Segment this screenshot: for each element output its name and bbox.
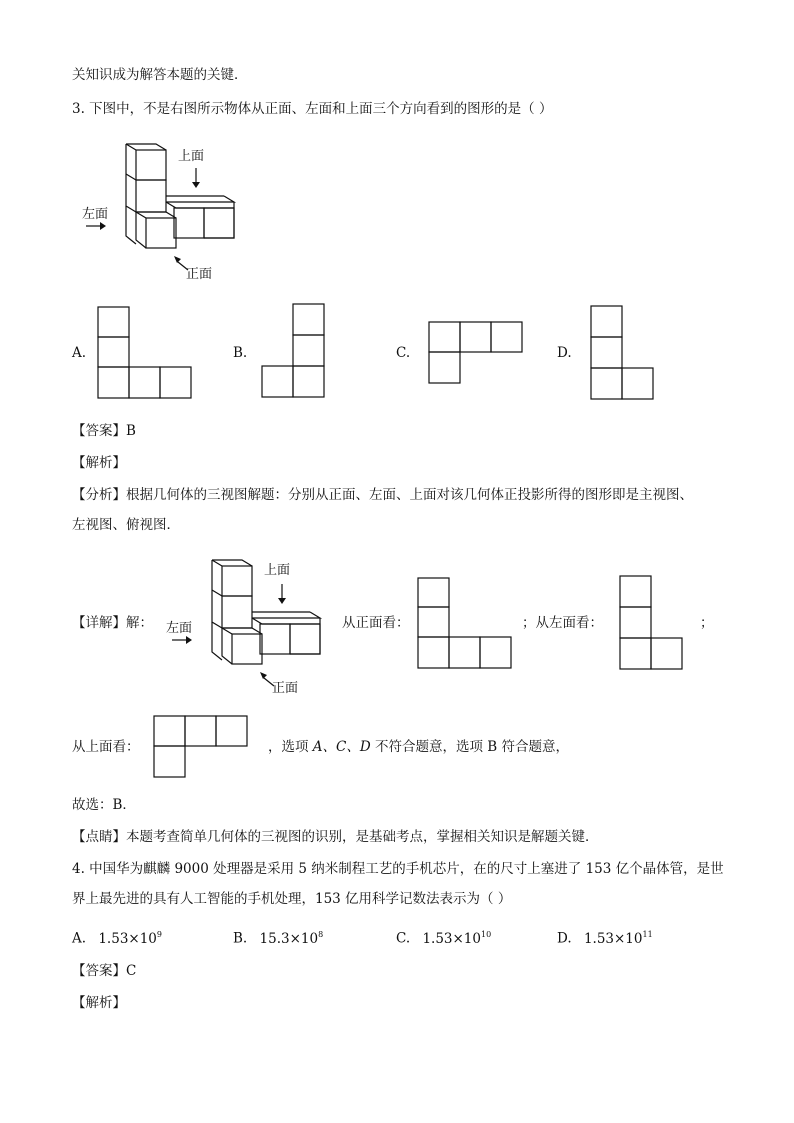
left-label: 左面: [166, 621, 193, 636]
top-view: [154, 716, 250, 780]
option-a-view: [98, 306, 194, 400]
q4-option-d-exp: 11: [642, 930, 653, 939]
answer-4: 【答案】C: [72, 963, 137, 979]
view-square: [480, 637, 511, 668]
detail-heading: 【详解】解：: [72, 615, 153, 631]
q4-option-b-label: B.: [233, 930, 248, 947]
cube-face: [204, 208, 234, 238]
option-c-view: [429, 322, 525, 386]
q4-option-b-value: 15.3×10: [259, 930, 319, 947]
cube-face: [290, 624, 320, 654]
answer-3: 【答案】B: [72, 423, 136, 439]
view-square: [98, 337, 129, 367]
view-square: [293, 304, 324, 335]
view-square: [293, 335, 324, 366]
view-square: [129, 367, 160, 398]
cube-edge: [212, 590, 222, 596]
left-arrow-head: [100, 222, 106, 230]
front-arrow-head: [174, 256, 181, 263]
text-line-intro: 关知识成为解答本题的关键．: [72, 67, 248, 83]
conclusion-suffix: 不符合题意，选项 B 符合题意，: [375, 739, 570, 755]
cube-edge: [126, 144, 136, 212]
question-4-stem-line2: 界上最先进的具有人工智能的手机处理，153 亿用科学记数法表示为（ ）: [72, 891, 512, 907]
q4-option-a-exp: 9: [156, 930, 162, 939]
view-square: [449, 637, 480, 668]
top-label: 上面: [264, 563, 291, 578]
q4-option-a-value: 1.53×10: [98, 930, 157, 947]
from-top-label: 从上面看：: [72, 739, 140, 755]
view-square: [262, 366, 293, 397]
q4-option-b-exp: 8: [318, 930, 324, 939]
analysis-heading-3: 【解析】: [72, 455, 126, 471]
view-square: [418, 637, 449, 668]
front-arrow-head: [260, 672, 267, 679]
option-a-label: A.: [72, 345, 87, 361]
solid-figure-detail: [166, 556, 336, 696]
analysis-3-line2: 左视图、俯视图．: [72, 517, 180, 533]
view-square: [591, 368, 622, 399]
front-label: 正面: [272, 681, 299, 696]
option-d-view: [591, 306, 655, 402]
q4-option-d-value: 1.53×10: [583, 930, 643, 947]
cube-edge: [212, 560, 222, 628]
choice-line: 故选：B．: [72, 797, 136, 813]
view-square: [185, 716, 216, 746]
comment-line: 【点睛】本题考查简单几何体的三视图的识别，是基础考点，掌握相关知识是解题关键．: [72, 829, 599, 845]
top-label: 上面: [178, 149, 205, 164]
view-square: [293, 366, 324, 397]
view-square: [491, 322, 522, 352]
view-square: [154, 746, 185, 777]
view-square: [622, 368, 653, 399]
separator-semicolon: ；: [700, 615, 714, 631]
solid-figure-q3: [80, 140, 250, 280]
view-square: [591, 306, 622, 337]
cube-face: [136, 180, 166, 212]
from-front-label: 从正面看：: [342, 615, 410, 631]
option-b-label: B.: [233, 345, 248, 361]
q4-option-c: [396, 926, 491, 948]
option-d-label: D.: [557, 345, 572, 361]
q4-option-a-label: A.: [72, 930, 87, 947]
top-arrow-head: [278, 598, 286, 604]
conclusion-options: A、C、D: [312, 739, 371, 755]
view-square: [651, 638, 682, 669]
view-square: [429, 322, 460, 352]
view-square: [418, 607, 449, 637]
q4-option-c-label: C.: [396, 930, 411, 947]
from-left-label: ；从左面看：: [522, 615, 603, 631]
question-4-stem-line1: 4. 中国华为麒麟 9000 处理器是采用 5 纳米制程工艺的手机芯片，在的尺寸上塞进了 153 亿个晶体管，是世: [72, 861, 724, 877]
view-square: [460, 322, 491, 352]
top-arrow-head: [192, 182, 200, 188]
view-square: [98, 367, 129, 398]
q4-option-c-exp: 10: [481, 930, 492, 939]
cube-edge: [126, 174, 136, 180]
left-label: 左面: [82, 207, 109, 222]
option-c-label: C.: [396, 345, 411, 361]
analysis-3-line1: 【分析】根据几何体的三视图解题：分别从正面、左面、上面对该几何体正投影所得的图形即是主视图、: [72, 487, 693, 503]
q4-option-b: [233, 926, 323, 948]
cube-face: [260, 624, 290, 654]
cube-face: [136, 150, 166, 180]
q4-option-d-label: D.: [557, 930, 572, 947]
q4-option-d: [557, 926, 653, 948]
view-square: [216, 716, 247, 746]
view-square: [620, 607, 651, 638]
cube-face: [222, 566, 252, 596]
view-square: [620, 576, 651, 607]
conclusion-prefix: ，选项: [268, 739, 309, 755]
view-square: [160, 367, 191, 398]
cube-face: [222, 596, 252, 628]
front-view: [418, 578, 514, 670]
question-3-stem: 3. 下图中，不是右图所示物体从正面、左面和上面三个方向看到的图形的是（ ）: [72, 101, 553, 117]
view-square: [418, 578, 449, 607]
left-view: [620, 576, 684, 672]
view-square: [591, 337, 622, 368]
analysis-heading-4: 【解析】: [72, 995, 126, 1011]
conclusion-line: [268, 738, 569, 756]
q4-option-c-value: 1.53×10: [422, 930, 481, 947]
cube-face: [232, 634, 262, 664]
view-square: [429, 352, 460, 383]
front-label: 正面: [186, 267, 213, 282]
cube-face: [174, 208, 204, 238]
view-square: [620, 638, 651, 669]
option-b-view: [262, 304, 326, 400]
q4-option-a: [72, 926, 162, 948]
left-arrow-head: [186, 636, 192, 644]
view-square: [154, 716, 185, 746]
cube-face: [146, 218, 176, 248]
view-square: [98, 307, 129, 337]
